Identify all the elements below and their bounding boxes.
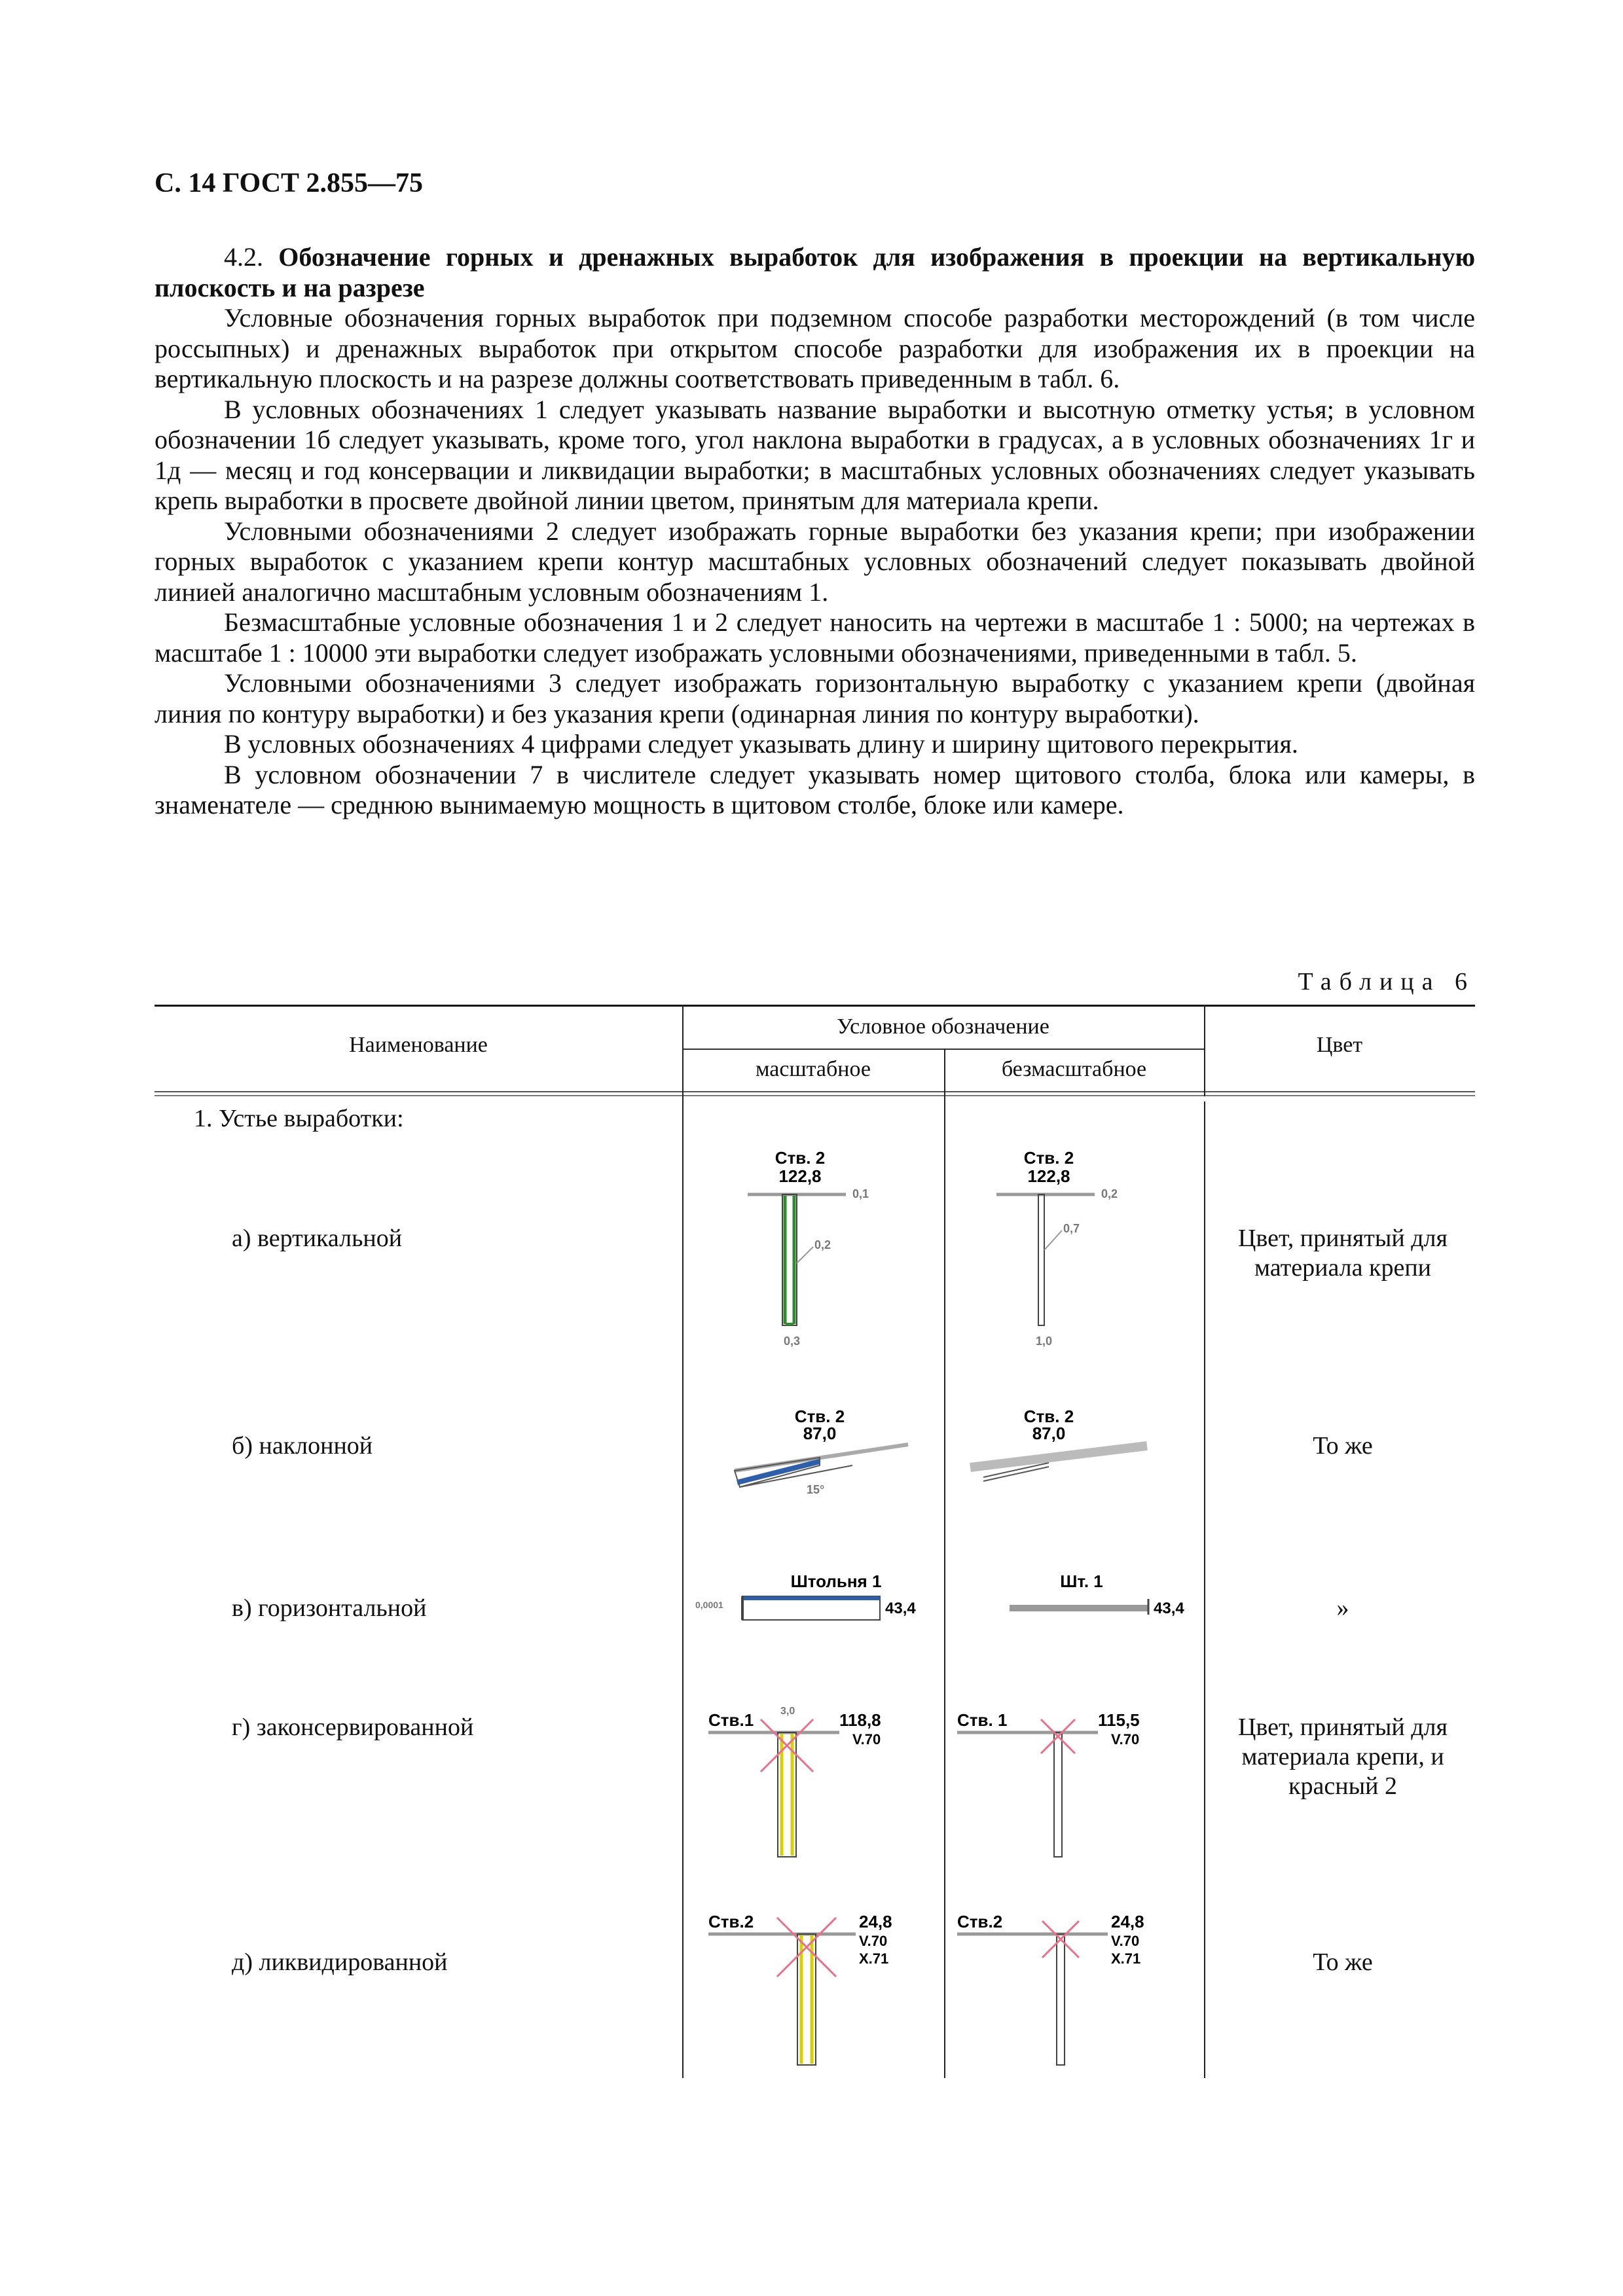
svg-text:0,2: 0,2 [814, 1238, 831, 1251]
header-scale: масштабное [755, 1057, 871, 1081]
svg-text:Ств.2: Ств.2 [957, 1912, 1003, 1931]
row-color: » [1336, 1594, 1349, 1622]
svg-text:V.70: V.70 [1111, 1933, 1140, 1949]
row-color: То же [1313, 1432, 1373, 1460]
svg-text:0,3: 0,3 [784, 1335, 801, 1348]
row-color: То же [1313, 1948, 1373, 1976]
svg-text:122,8: 122,8 [1027, 1166, 1070, 1186]
svg-text:24,8: 24,8 [859, 1912, 892, 1931]
paragraph: Условные обозначения горных выработок при подземном способе разработки месторождений (в том числе россыпных) и дренажных выработок при открытом способе разработки для изображения их в проекции на вертикальную плоскость и на разрезе должны соответствовать приведенным в табл. 6. [155, 303, 1475, 393]
svg-text:Ств. 2: Ств. 2 [794, 1407, 845, 1426]
col-divider [682, 1005, 684, 2078]
table-6 [155, 1005, 1475, 2078]
section-title: Обозначение горных и дренажных выработок для изображения в проекции на вертикальную плоскость и на разрезе [155, 242, 1476, 302]
svg-text:Ств. 2: Ств. 2 [775, 1148, 826, 1168]
paragraph: В условном обозначении 7 в числителе следует указывать номер щитового столба, блока или камеры, в знаменателе — среднюю вынимаемую мощность в щитовом столбе, блоке или камере. [155, 759, 1475, 819]
svg-text:15°: 15° [807, 1483, 825, 1496]
inclined-shaft-scale-symbol [728, 1405, 911, 1510]
page-header: С. 14 ГОСТ 2.855—75 [155, 168, 424, 198]
paragraph: В условных обозначениях 4 цифрами следует указывать длину и ширину щитового перекрытия. [224, 729, 1298, 759]
svg-text:0,1: 0,1 [852, 1187, 869, 1200]
svg-text:X.71: X.71 [859, 1950, 889, 1967]
row-color: Цвет, принятый для материала крепи, и красный 2 [1237, 1713, 1448, 1800]
section-text [155, 242, 1475, 821]
header-name: Наименование [349, 1033, 488, 1057]
table-top-rule [155, 1005, 1475, 1007]
row-color: Цвет, принятый для материала крепи [1237, 1225, 1448, 1282]
header-sub-rule [682, 1049, 1204, 1050]
svg-text:Штольня 1: Штольня 1 [790, 1571, 882, 1591]
liquidated-shaft-scale-symbol [708, 1901, 931, 2072]
svg-text:0,0001: 0,0001 [695, 1600, 723, 1610]
conserved-shaft-nonscale-symbol [957, 1700, 1193, 1863]
paragraph: Условными обозначениями 3 следует изображать горизонтальную выработку с указанием крепи (двойная линия по контуру выработки) и без указания крепи (одинарная линия по контуру выработки). [155, 668, 1475, 728]
header-symbol: Условное обозначение [837, 1014, 1049, 1039]
vertical-shaft-scale-symbol [748, 1145, 879, 1348]
group-title: 1. Устье выработки: [194, 1105, 404, 1132]
svg-text:V.70: V.70 [859, 1933, 888, 1949]
conserved-shaft-scale-symbol [708, 1700, 931, 1863]
svg-text:Шт. 1: Шт. 1 [1060, 1571, 1103, 1591]
svg-text:1,0: 1,0 [1036, 1335, 1053, 1348]
col-divider [944, 1049, 945, 2078]
horizontal-adit-scale-symbol [695, 1568, 944, 1633]
svg-text:X.71: X.71 [1111, 1950, 1141, 1967]
svg-text:0,2: 0,2 [1101, 1187, 1118, 1200]
svg-text:24,8: 24,8 [1111, 1912, 1144, 1931]
header-bottom-rule [155, 1091, 1475, 1092]
row-name: в) горизонтальной [232, 1594, 427, 1622]
svg-text:Ств.2: Ств.2 [708, 1912, 754, 1931]
paragraph: Безмасштабные условные обозначения 1 и 2 следует наносить на чертежи в масштабе 1 : 5000; на чертежах в масштабе 1 : 10000 эти выработки следует изображать условными обозначениями, приведенными в табл. 5. [155, 607, 1475, 668]
table-caption: Таблица 6 [1298, 968, 1475, 996]
row-name: а) вертикальной [232, 1225, 403, 1252]
inclined-shaft-nonscale-symbol [957, 1405, 1154, 1510]
horizontal-adit-nonscale-symbol [996, 1568, 1206, 1633]
paragraph: Условными обозначениями 2 следует изображать горные выработки без указания крепи; при изображении горных выработок с указанием крепи контур масштабных условных обозначений следует показывать двойной линией аналогично масштабным условным обозначениям 1. [155, 516, 1475, 607]
section-heading: 4.2. Обозначение горных и дренажных выработок для изображения в проекции на вертикальную плоскость и на разрезе [155, 242, 1476, 302]
svg-text:Ств. 2: Ств. 2 [1023, 1148, 1074, 1168]
svg-text:115,5: 115,5 [1098, 1710, 1140, 1730]
row-name: д) ликвидированной [232, 1948, 448, 1976]
row-name: б) наклонной [232, 1432, 373, 1460]
svg-text:Ств. 2: Ств. 2 [1023, 1407, 1074, 1426]
vertical-shaft-nonscale-symbol [996, 1145, 1127, 1348]
svg-text:V.70: V.70 [852, 1731, 881, 1748]
svg-text:V.70: V.70 [1111, 1731, 1140, 1748]
svg-text:122,8: 122,8 [778, 1166, 822, 1186]
svg-text:0,7: 0,7 [1063, 1222, 1080, 1235]
liquidated-shaft-nonscale-symbol [957, 1901, 1193, 2072]
paragraph: В условных обозначениях 1 следует указывать название выработки и высотную отметку устья; в условном обозначении 1б следует указывать, кроме того, угол наклона выработки в градусах, а в условных обозначениях 1г и 1д — месяц и год консервации и ликвидации выработки; в масштабных условных обозначениях следует указывать крепь выработки в просвете двойной линии цветом, принятым для материала крепи. [155, 394, 1475, 515]
header-nonscale: безмасштабное [1001, 1057, 1147, 1081]
svg-text:43,4: 43,4 [1154, 1600, 1184, 1617]
svg-text:87,0: 87,0 [1032, 1424, 1066, 1443]
svg-text:Ств. 1: Ств. 1 [957, 1710, 1008, 1730]
svg-text:87,0: 87,0 [803, 1424, 837, 1443]
svg-text:3,0: 3,0 [780, 1706, 795, 1717]
header-color: Цвет [1316, 1033, 1363, 1057]
svg-text:Ств.1: Ств.1 [708, 1710, 754, 1730]
svg-text:118,8: 118,8 [839, 1710, 881, 1730]
svg-text:43,4: 43,4 [885, 1600, 916, 1617]
row-name: г) законсервированной [232, 1713, 474, 1741]
